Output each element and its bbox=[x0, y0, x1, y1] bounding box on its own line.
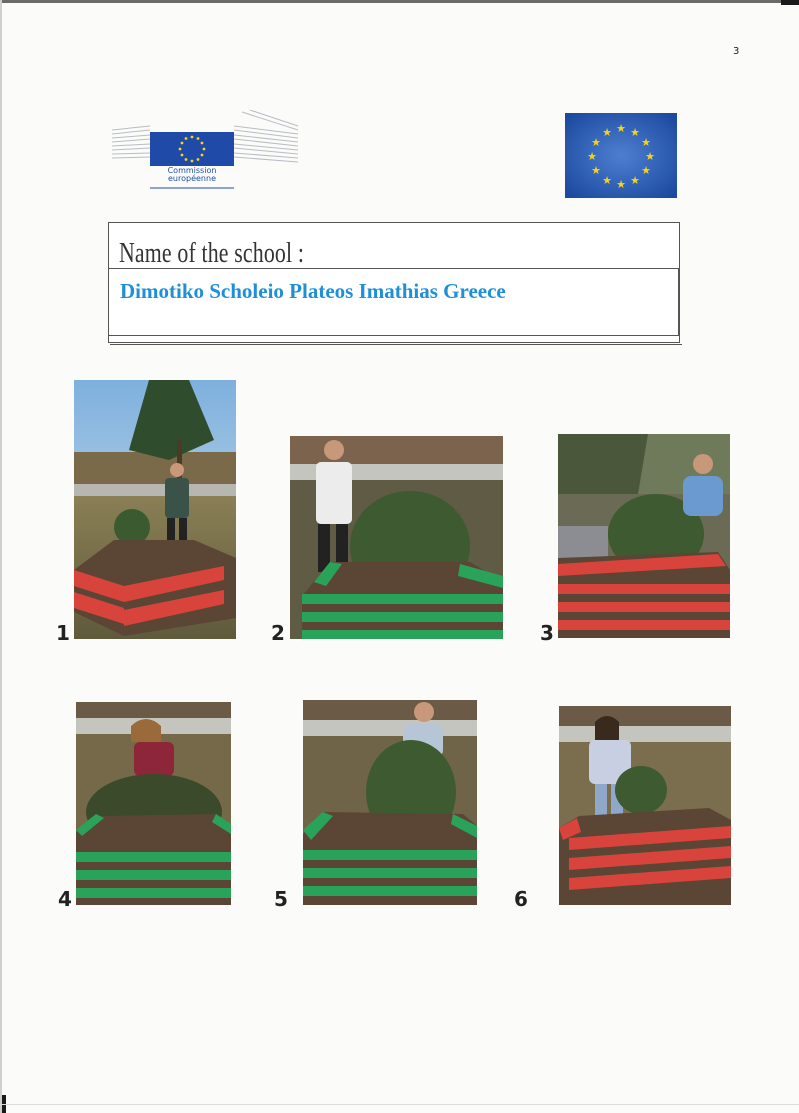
photo-3-number: 3 bbox=[540, 621, 554, 645]
planter-6 bbox=[559, 808, 731, 905]
svg-text:★: ★ bbox=[602, 174, 612, 187]
ec-logo-text bbox=[149, 167, 235, 183]
planter-1 bbox=[74, 540, 236, 636]
svg-text:★: ★ bbox=[645, 150, 655, 163]
planter-3 bbox=[558, 552, 730, 638]
photo-6-number: 6 bbox=[514, 887, 528, 911]
svg-text:★: ★ bbox=[591, 136, 601, 149]
school-label: Name of the school : bbox=[119, 238, 305, 269]
planter-2 bbox=[302, 562, 503, 639]
school-box-shadow bbox=[110, 340, 682, 345]
eu-flag-icon bbox=[565, 113, 677, 198]
planter-4 bbox=[76, 814, 231, 905]
photo-6 bbox=[559, 706, 731, 905]
photo-4 bbox=[76, 702, 231, 905]
svg-text:★: ★ bbox=[616, 122, 626, 135]
svg-text:★: ★ bbox=[616, 178, 626, 191]
svg-text:★: ★ bbox=[602, 126, 612, 139]
page-number: 3 bbox=[733, 46, 740, 57]
photo-2 bbox=[290, 436, 503, 639]
photo-5-number: 5 bbox=[274, 887, 288, 911]
ec-logo-line1: Commission bbox=[167, 166, 217, 175]
page-bottom-edge bbox=[0, 1104, 799, 1105]
svg-text:★: ★ bbox=[591, 164, 601, 177]
svg-text:★: ★ bbox=[630, 126, 640, 139]
planter-5 bbox=[303, 812, 477, 905]
photo-3 bbox=[558, 434, 730, 638]
svg-text:★: ★ bbox=[641, 136, 651, 149]
svg-text:★: ★ bbox=[641, 164, 651, 177]
scan-corner-mark bbox=[781, 0, 799, 5]
photo-2-number: 2 bbox=[271, 621, 285, 645]
svg-text:★: ★ bbox=[587, 150, 597, 163]
page-left-edge bbox=[0, 0, 2, 1113]
ec-logo-line2: européenne bbox=[168, 174, 216, 183]
photo-1-number: 1 bbox=[56, 621, 70, 645]
photo-5 bbox=[303, 700, 477, 905]
photo-4-number: 4 bbox=[58, 887, 72, 911]
photo-1 bbox=[74, 380, 236, 639]
page-top-edge bbox=[0, 0, 799, 3]
school-name: Dimotiko Scholeio Plateos Imathias Greece bbox=[120, 279, 506, 303]
svg-text:★: ★ bbox=[630, 174, 640, 187]
